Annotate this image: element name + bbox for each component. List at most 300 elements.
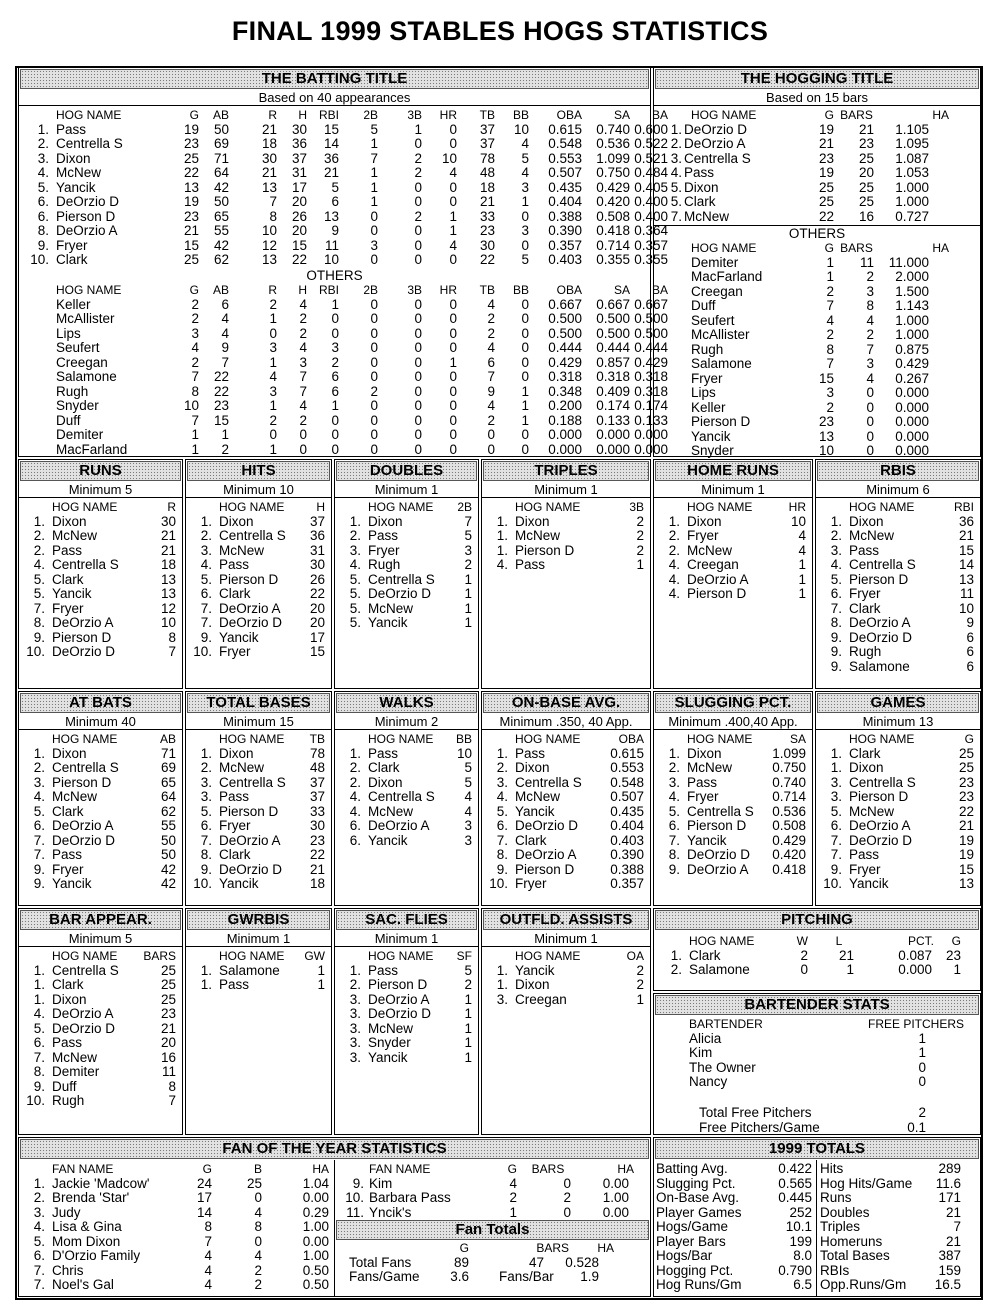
stat: 50 [213, 121, 229, 137]
rank: 7. [200, 600, 212, 616]
hogging-other-row [654, 372, 980, 387]
stat: 0 [414, 398, 422, 413]
hog-name: DeOrzio D [368, 586, 432, 601]
stat: 4 [487, 398, 495, 413]
stat: 0 [866, 385, 874, 400]
stat: 0.714 [772, 789, 806, 804]
stat: 0 [299, 441, 307, 457]
hog-name: Fryer [52, 600, 84, 616]
section-title: BAR APPEAR. [20, 910, 181, 930]
stat: 25 [958, 745, 974, 761]
bartender-name: Alicia [689, 1030, 722, 1046]
stat: 199 [789, 1233, 812, 1249]
stat: 4 [269, 369, 277, 384]
hog-name: McNew [368, 803, 414, 819]
column-header: SF [456, 949, 472, 963]
stat: 16 [160, 1049, 176, 1065]
rank: 9. [37, 237, 49, 253]
stat: 0.418 [596, 223, 630, 238]
totals-row [654, 1278, 980, 1293]
stat: 0.740 [596, 121, 630, 137]
totalbases-section [185, 691, 332, 906]
stat: 4 [204, 1248, 212, 1263]
stat: 36 [291, 136, 307, 151]
stat: 1 [449, 223, 457, 238]
column-header: HOG NAME [219, 732, 285, 746]
stat: 18 [479, 179, 495, 195]
stat: 6 [331, 369, 339, 384]
leader-row [19, 645, 182, 660]
stat: 37 [479, 121, 495, 137]
hogging-other-row [654, 314, 980, 329]
hog-name: Clark [368, 760, 400, 775]
stat: 13 [160, 571, 176, 587]
stat: 0.000 [895, 385, 929, 400]
hog-name: Pass [515, 557, 546, 572]
rank: 9. [33, 629, 45, 645]
stat: 2 [563, 1190, 571, 1205]
stat: 18 [261, 136, 277, 151]
column-header: B [253, 1162, 262, 1176]
section-subtitle: Minimum 10 [186, 482, 331, 498]
rank: 2. [349, 528, 361, 543]
hog-name: Centrella S [56, 136, 123, 151]
stat: 20 [309, 615, 325, 630]
hog-name: Dixon [849, 513, 884, 529]
totals-row [654, 1249, 980, 1264]
rank: 7. [33, 600, 45, 616]
hogging-other-row [654, 343, 980, 358]
leader-row [186, 587, 331, 602]
stat: 23 [479, 223, 495, 238]
section-subtitle: Minimum 1 [335, 482, 478, 498]
stat: 2 [269, 296, 277, 312]
stat: 0 [331, 412, 339, 428]
stat: 2 [414, 150, 422, 166]
stat: 3 [521, 223, 529, 238]
stat: 71 [213, 150, 229, 166]
column-header: AB [159, 732, 176, 746]
stat: 4 [221, 311, 229, 326]
leader-row [19, 602, 182, 617]
rank: 4. [668, 557, 680, 572]
hog-name: Dixon [515, 977, 550, 992]
stat: 0.420 [772, 847, 806, 862]
stat: 10 [183, 398, 199, 413]
column-header: OBA [556, 283, 582, 297]
stat: 0 [269, 325, 277, 341]
hog-name: Pass [368, 528, 399, 543]
stat: 19 [183, 121, 199, 137]
stat: 0 [370, 296, 378, 312]
hog-name: Pierson D [687, 818, 747, 833]
rank: 3. [496, 774, 508, 790]
column-header: HOG NAME [56, 283, 122, 297]
stat: 7 [221, 354, 229, 370]
stat: 4 [798, 528, 806, 543]
stat: 37 [309, 774, 325, 790]
stat: 2 [191, 296, 199, 312]
stat: 0.50 [302, 1262, 329, 1278]
stat: 0 [414, 237, 422, 253]
stat: 0 [449, 136, 457, 151]
stat: 8 [866, 298, 874, 313]
stat: 1 [798, 571, 806, 587]
hog-name: Salamone [56, 369, 117, 384]
hog-name: Pass [849, 542, 880, 558]
stat: 6.5 [793, 1277, 812, 1292]
stat: 1 [414, 121, 422, 137]
label: Runs [820, 1190, 852, 1205]
leader-row [482, 877, 650, 892]
stat: 24 [196, 1175, 212, 1191]
leader-row [654, 834, 812, 849]
hog-name: Pierson D [368, 977, 428, 992]
rank: 3. [670, 150, 682, 166]
leader-row [19, 1051, 182, 1066]
stat: 23 [958, 774, 974, 790]
stat: 12 [261, 237, 277, 253]
hogging-other-row [654, 328, 980, 343]
stat: 30 [261, 150, 277, 166]
leader-row [816, 660, 980, 675]
stat: 1.000 [895, 179, 929, 195]
label: RBIs [820, 1262, 850, 1278]
batting-other-row [19, 398, 668, 414]
rank: 8. [33, 615, 45, 630]
fan-name: Brenda 'Star' [52, 1190, 130, 1205]
leader-row [335, 964, 478, 979]
column-header: HOG NAME [219, 500, 285, 514]
fan-name: Chris [52, 1262, 84, 1278]
column-header: BARS [143, 949, 176, 963]
stat: 10.1 [785, 1219, 812, 1234]
hog-name: Creegan [687, 557, 739, 572]
hog-name: Fryer [219, 818, 251, 833]
stat: 0 [866, 443, 874, 458]
bartender-total-row [654, 1106, 980, 1121]
table-header-row [19, 283, 668, 298]
column-header: G [951, 934, 961, 948]
leader-row [816, 602, 980, 617]
hog-name: Pierson D [515, 861, 575, 877]
section-title: THE HOGGING TITLE [655, 69, 979, 89]
stat: 1.04 [302, 1175, 329, 1191]
leader-row [482, 761, 650, 776]
stat: 0.355 [634, 252, 668, 267]
stat: 7 [826, 298, 834, 313]
hog-name: McNew [56, 165, 102, 180]
stat: 0 [414, 441, 422, 457]
column-header: HOG NAME [687, 732, 753, 746]
stat: 0.000 [895, 443, 929, 458]
stat: 36 [309, 528, 325, 543]
hog-name: Creegan [691, 283, 743, 299]
outfld-table [482, 949, 650, 1007]
rank: 1. [496, 542, 508, 558]
column-header: SA [613, 283, 630, 297]
stat: 1 [269, 441, 277, 457]
hog-name: Seufert [691, 312, 735, 328]
hog-name: DeOrzio D [515, 818, 579, 833]
stat: 4 [866, 312, 874, 328]
rank: 2. [200, 528, 212, 543]
rank: 4. [670, 165, 682, 180]
rank: 7. [33, 1277, 45, 1292]
stat: 23 [818, 414, 834, 429]
totals-row [654, 1220, 980, 1235]
stat: 2 [487, 325, 495, 341]
rank: 6. [830, 586, 842, 601]
stat: 0 [449, 296, 457, 312]
stat: 23 [958, 789, 974, 804]
stat: 6 [487, 354, 495, 370]
leader-row [186, 761, 331, 776]
stat: 4 [299, 296, 307, 312]
stat: 15 [309, 644, 325, 659]
stat: 0.1 [907, 1119, 926, 1135]
stat: 5 [464, 774, 472, 790]
stat: 8.0 [793, 1248, 812, 1263]
stat: 64 [213, 165, 229, 180]
section-title: HITS [187, 461, 330, 481]
hog-name: Lips [56, 325, 81, 341]
hits-table [186, 500, 331, 660]
totals-right [654, 1162, 980, 1293]
stat: 0 [449, 340, 457, 355]
stat: 1 [826, 254, 834, 270]
leader-row [816, 544, 980, 559]
stat: 0 [331, 427, 339, 442]
rank: 10. [26, 644, 45, 659]
rank: 3. [349, 1006, 361, 1021]
stat: 25 [818, 179, 834, 195]
rank: 5. [33, 571, 45, 587]
rank: 10. [489, 876, 508, 891]
stat: 4 [204, 1277, 212, 1292]
section-subtitle: Minimum .350, 40 App. [482, 714, 650, 730]
stat: 0.000 [898, 962, 932, 977]
hogging-table [654, 108, 980, 224]
stat: 0 [414, 325, 422, 341]
stat: 4 [521, 165, 529, 180]
rank: 1. [349, 962, 361, 978]
hog-name: Creegan [56, 354, 108, 370]
table-header-row [654, 241, 980, 256]
stat: 10 [958, 600, 974, 616]
bartender-name: Nancy [689, 1074, 728, 1089]
leader-row [19, 544, 182, 559]
stat: 0.000 [634, 427, 668, 442]
stat: 0.553 [610, 760, 644, 775]
rank: 6. [349, 818, 361, 833]
totals-row [654, 1264, 980, 1279]
stat: 71 [160, 745, 176, 761]
rank: 6. [33, 1248, 45, 1263]
stat: 0.714 [596, 237, 630, 253]
leader-row [816, 790, 980, 805]
batting-row [19, 194, 668, 210]
rank: 9. [33, 876, 45, 891]
stat: 0.174 [596, 398, 630, 413]
stat: 0.444 [634, 340, 668, 355]
stat: 0.536 [772, 803, 806, 819]
stat: 21 [183, 223, 199, 238]
stat: 14 [958, 557, 974, 572]
stat: 2 [464, 977, 472, 992]
rank: 4. [349, 557, 361, 572]
hog-name: Centrella S [849, 774, 916, 790]
hog-name: Yancik [687, 832, 727, 848]
stat: 2.000 [895, 269, 929, 284]
stat: 7 [269, 194, 277, 209]
walks-section [334, 691, 479, 906]
hogging-other-row [654, 444, 980, 459]
stat: 0 [370, 340, 378, 355]
column-header: BARS [840, 108, 873, 122]
rbis-section [815, 459, 981, 689]
stat: 0.409 [596, 383, 630, 399]
hog-name: Dixon [687, 513, 722, 529]
stat: 33 [479, 208, 495, 224]
leader-row [335, 1051, 478, 1066]
stat: 4 [464, 789, 472, 804]
hog-name: Clark [849, 745, 881, 761]
stat: 2 [636, 542, 644, 558]
hog-name: Yancik [368, 615, 408, 630]
stat: 1 [449, 208, 457, 224]
stat: 0.405 [634, 179, 668, 195]
stat: 12 [160, 600, 176, 616]
hog-name: Keller [691, 399, 726, 415]
column-header: BARS [840, 241, 873, 255]
table-header-row [335, 500, 478, 515]
leader-row [335, 819, 478, 834]
table-header-row [482, 500, 650, 515]
leader-row [482, 819, 650, 834]
stat: 6 [966, 644, 974, 659]
stat: 0.600 [634, 121, 668, 137]
stat: 0.548 [548, 136, 582, 151]
stat: 1 [464, 1049, 472, 1065]
stat: 0 [370, 223, 378, 238]
column-header: G [202, 1162, 212, 1176]
hog-name: Pierson D [52, 774, 112, 790]
column-header: G [189, 108, 199, 122]
hog-name: McNew [52, 1049, 98, 1065]
stat: 21 [945, 1204, 961, 1220]
stat: 4 [254, 1204, 262, 1220]
stat: 0.400 [634, 208, 668, 224]
stat: 0.740 [772, 774, 806, 790]
stat: 23 [183, 208, 199, 224]
hog-name: Fryer [849, 861, 881, 877]
stat: 4 [509, 1175, 517, 1191]
section-title: 1999 TOTALS [655, 1139, 979, 1159]
section-title: RUNS [20, 461, 181, 481]
leader-row [335, 587, 478, 602]
stat: 8 [826, 341, 834, 357]
column-header: G [964, 732, 974, 746]
stat: 22 [479, 252, 495, 267]
leader-row [335, 573, 478, 588]
leader-row [335, 834, 478, 849]
stat: 0.875 [895, 341, 929, 357]
batting-other-row [19, 383, 668, 400]
stat: 2 [487, 412, 495, 428]
stat: 22 [183, 165, 199, 180]
leader-row [19, 790, 182, 805]
hogging-other-row [654, 386, 980, 401]
stat: 8 [168, 629, 176, 645]
stat: 21 [160, 542, 176, 558]
stat: 23 [160, 1006, 176, 1021]
section-subtitle: Minimum 1 [482, 931, 650, 947]
hogging-row [654, 152, 980, 167]
rank: 3. [33, 1204, 45, 1220]
stat: 3 [464, 832, 472, 848]
stat: 0 [414, 223, 422, 238]
rank: 6. [496, 818, 508, 833]
stat: 25 [183, 150, 199, 166]
column-header: 3B [407, 108, 422, 122]
leader-row [654, 776, 812, 791]
column-header: HOG NAME [691, 108, 757, 122]
gwrbis-section [185, 908, 332, 1135]
leader-row [482, 993, 650, 1008]
stat: 0 [800, 962, 808, 977]
label: Total Bases [820, 1248, 890, 1263]
rank: 6. [349, 832, 361, 848]
slugging-section [653, 691, 813, 906]
fan-name: Kim [369, 1175, 393, 1191]
stat: 1 [449, 354, 457, 370]
stat: 7 [299, 383, 307, 399]
stat: 69 [160, 760, 176, 775]
stat: 0 [521, 354, 529, 370]
rank: 4. [496, 789, 508, 804]
label: On-Base Avg. [656, 1190, 740, 1205]
hog-name: Clark [52, 977, 84, 992]
stat: 0 [449, 398, 457, 413]
stat: 10 [513, 121, 529, 137]
stat: 17 [291, 179, 307, 195]
stat: 0.000 [548, 427, 582, 442]
sacflies-section [334, 908, 479, 1135]
rank: 6. [37, 194, 49, 209]
rank: 7. [496, 832, 508, 848]
stat: 0.615 [610, 745, 644, 761]
table-header-row [19, 949, 182, 964]
stat: 0 [414, 136, 422, 151]
stat: 2 [370, 383, 378, 399]
stat: 0 [414, 296, 422, 312]
stat: 21 [261, 165, 277, 180]
hog-name: McNew [52, 528, 98, 543]
stat: 30 [291, 121, 307, 137]
stat: 17 [309, 629, 325, 645]
stat: 1 [798, 557, 806, 572]
rank: 9. [496, 861, 508, 877]
hog-name: McAllister [56, 311, 115, 326]
rbis-table [816, 500, 980, 674]
section-subtitle: Minimum 6 [816, 482, 980, 498]
rank: 3. [830, 542, 842, 558]
stat: 23 [945, 947, 961, 963]
column-header: HA [597, 1241, 614, 1255]
fan-row [19, 1177, 650, 1192]
table-header-row [654, 732, 812, 747]
